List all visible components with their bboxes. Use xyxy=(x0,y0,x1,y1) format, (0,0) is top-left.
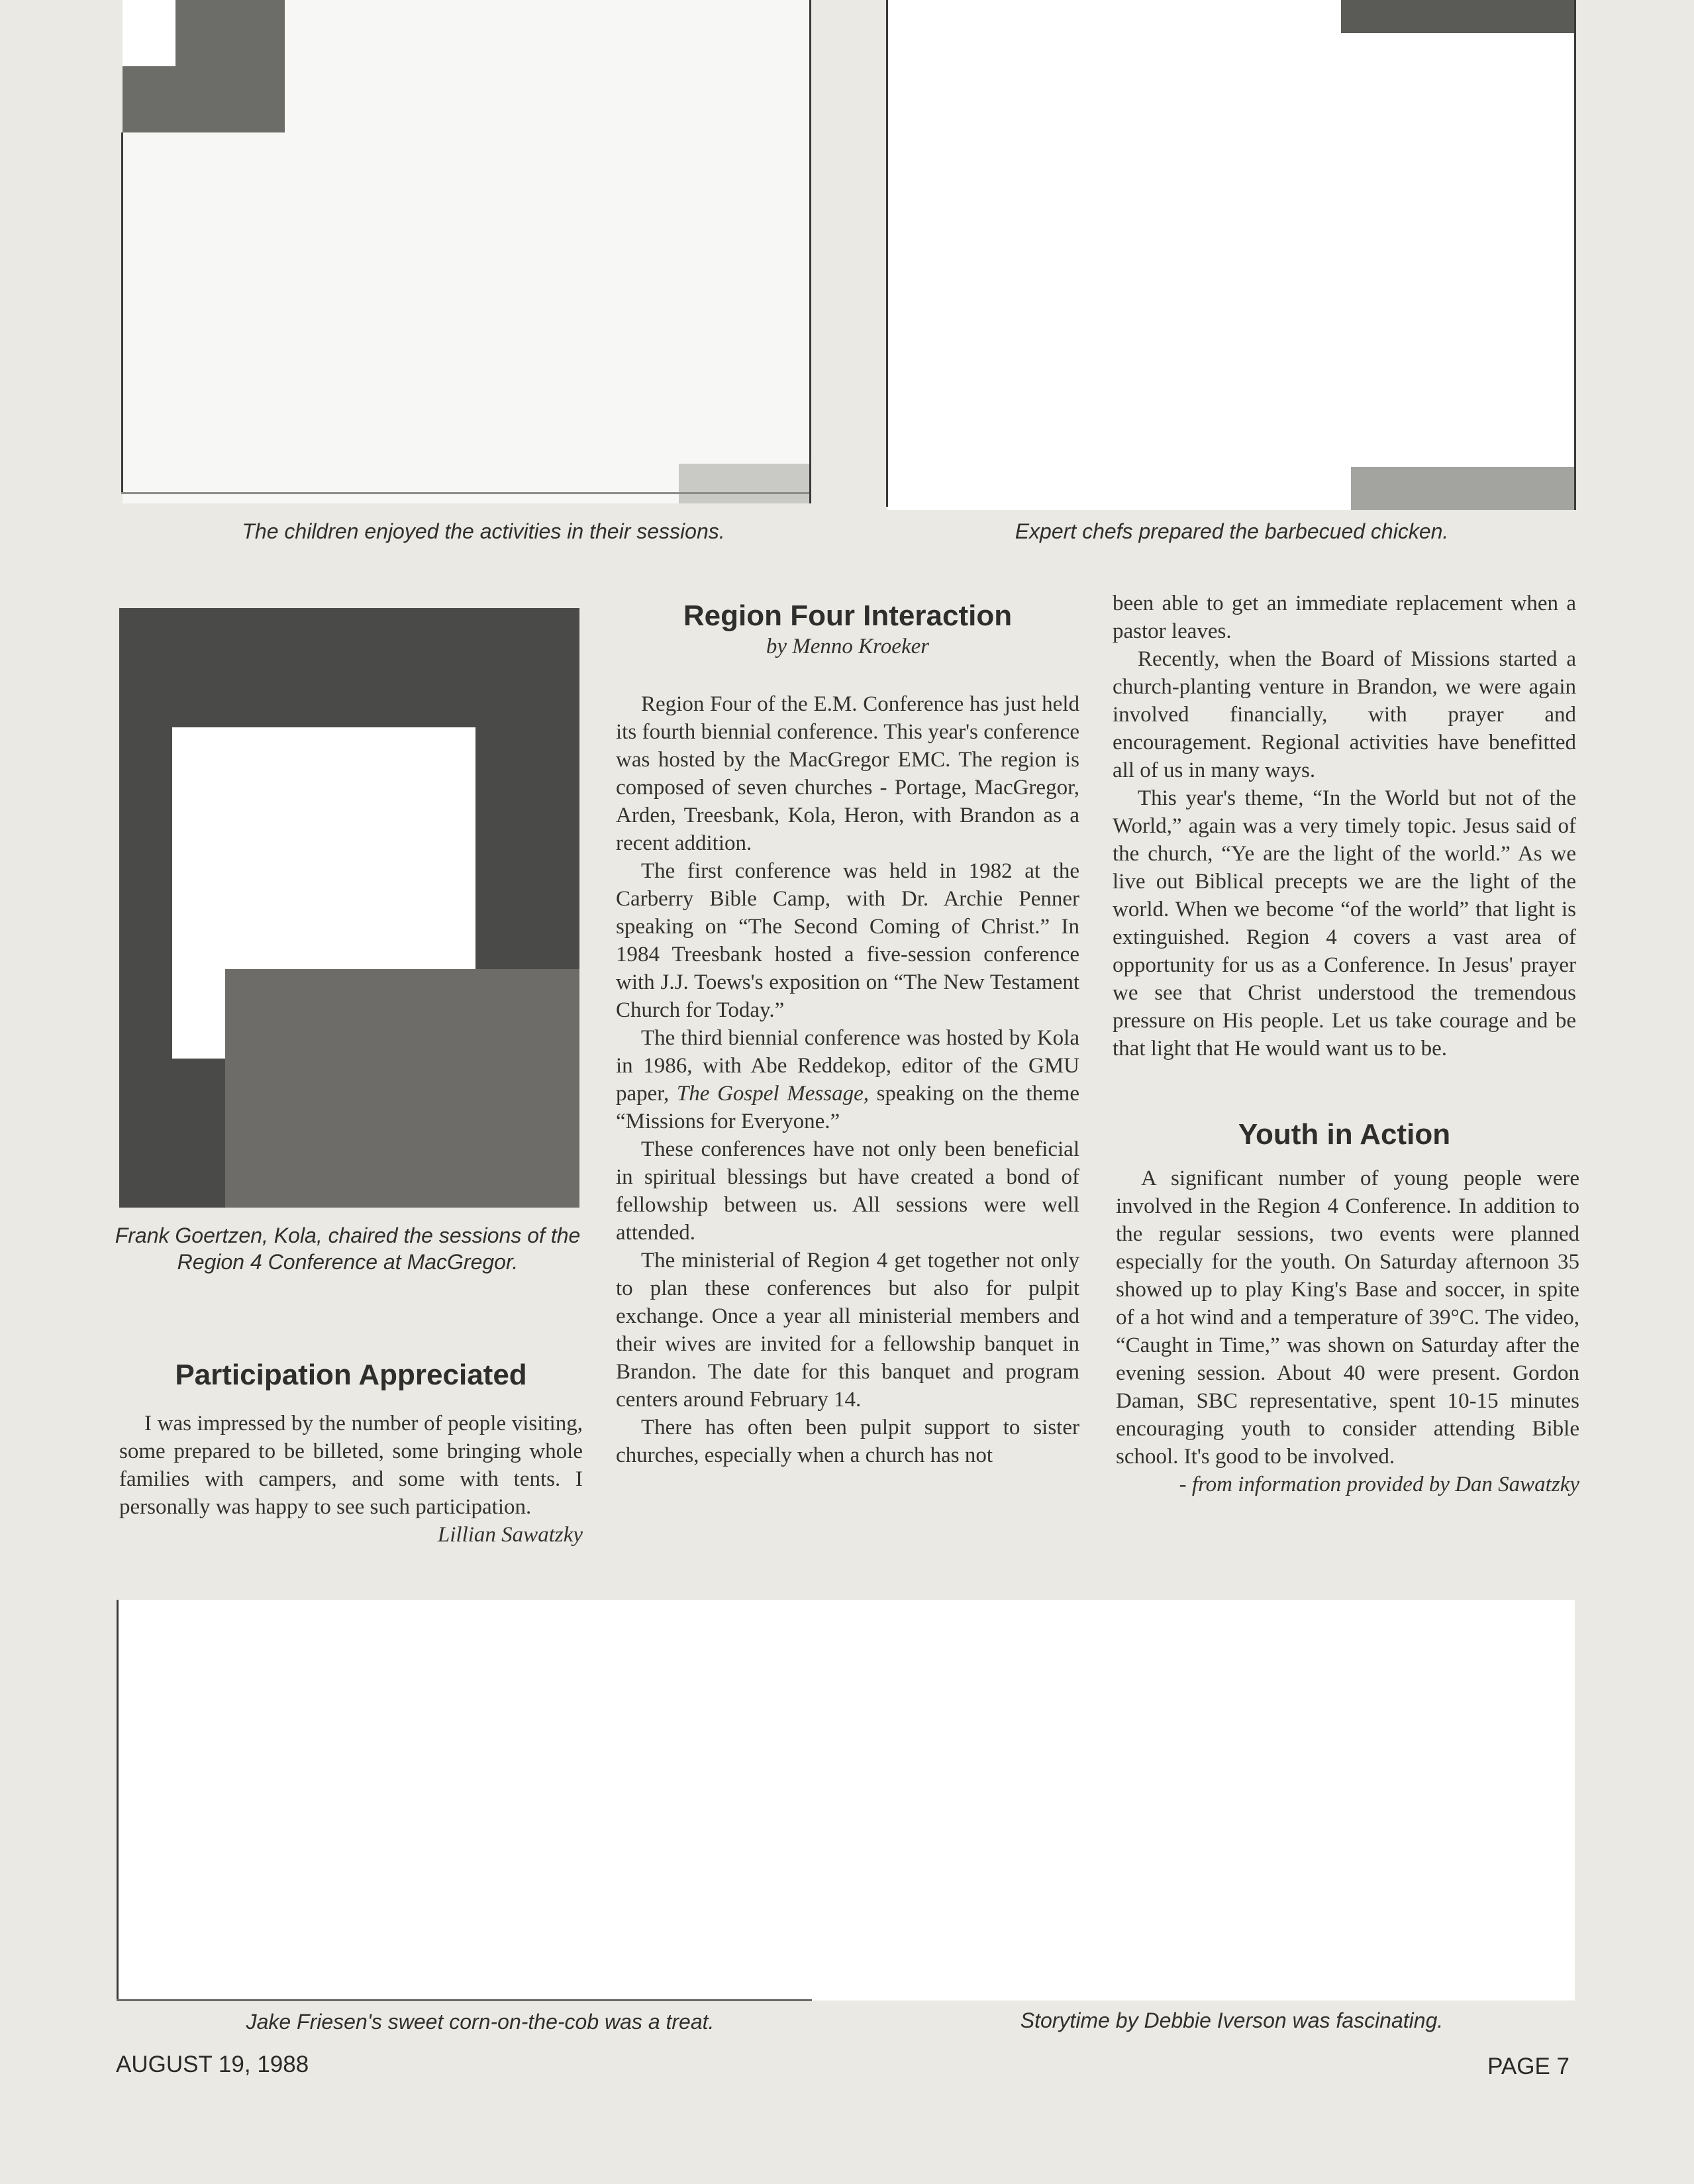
caption-frank-goertzen: Frank Goertzen, Kola, chaired the sessions of the Region 4 Conference at MacGregor. xyxy=(115,1223,581,1274)
photo-chefs-border-right xyxy=(1574,0,1576,510)
page-number: PAGE 7 xyxy=(1487,2054,1569,2079)
photo-children-fragment-corner xyxy=(123,0,175,66)
photo-chefs-fragment-top xyxy=(1341,0,1576,33)
photo-frank-goertzen-podium xyxy=(225,969,579,1208)
caption-jake-friesen: Jake Friesen's sweet corn-on-the-cob was a treat. xyxy=(246,2010,715,2034)
region-paragraph-1: Region Four of the E.M. Conference has just held its fourth biennial conference. This year's conference was hosted by the MacGregor EMC. The region is composed of seven churches - Portage, MacGregor, Arden, Treesbank, Kola, Heron, with Brandon as a recent addition. xyxy=(616,692,1079,855)
photo-frank-goertzen xyxy=(119,608,579,1208)
region-paragraph-5: The ministerial of Region 4 get together not only to plan these conferences but also for pulpit exchange. Once a year all ministerial members and their wives are invited for a fellowship banquet in Brandon. The date for this banquet and program centers around February 14. xyxy=(616,1249,1079,1412)
gospel-message-title: The Gospel Message, xyxy=(676,1082,869,1106)
photo-children xyxy=(123,0,811,503)
participation-column xyxy=(119,1410,583,1549)
photo-chefs-border-left xyxy=(886,0,888,507)
region-paragraph-4: These conferences have not only been beneficial in spiritual blessings but have created a bond of fellowship between us. All sessions were well attended. xyxy=(616,1137,1079,1245)
caption-chefs: Expert chefs prepared the barbecued chicken. xyxy=(1015,519,1449,543)
photo-children-border-right xyxy=(809,0,811,503)
region-paragraph-3a: The third biennial conference was hosted by Kola in 1986, with Abe Reddekop, editor of the GMU paper, xyxy=(616,1026,1079,1106)
photo-corn-border-left xyxy=(117,1600,119,2001)
region-column-middle xyxy=(616,690,1079,1469)
photo-children-fragment-bottom xyxy=(679,464,811,503)
photo-chefs-fragment-bottom xyxy=(1351,467,1576,510)
youth-credit: - from information provided by Dan Sawatzky xyxy=(1179,1473,1579,1496)
region-title: Region Four Interaction xyxy=(683,599,1013,632)
youth-body: A significant number of young people were involved in the Region 4 Conference. In addition to the regular sessions, two events were planned especially for the youth. On Saturday afternoon 35 showed up to play King's Base and soccer, in spite of a hot wind and a temperature of 39°C. The video, “Caught in Time,” was shown on Saturday after the evening session. About 40 were present. Gordon Daman, SBC representative, spent 10-15 minutes encouraging youth to consider attending Bible school. It's good to be involved. xyxy=(1116,1167,1579,1469)
region-paragraph-7: been able to get an immediate replacement when a pastor leaves. xyxy=(1113,592,1576,643)
region-paragraph-9: This year's theme, “In the World but not of the World,” again was a very timely topic. Jesus said of the church, “Ye are the light of the world.” As we live out Biblical precepts we are the light of the world. When we become “of the world” that light is extinguished. Region 4 covers a vast area of opportunity for us as a Conference. In Jesus' prayer we see that Christ understood the tremendous pressure on His people. Let us take courage and be that light that He would want us to be. xyxy=(1113,786,1576,1061)
caption-storytime: Storytime by Debbie Iverson was fascinating. xyxy=(1020,2008,1444,2032)
region-paragraph-3 xyxy=(616,1024,1079,1135)
youth-title: Youth in Action xyxy=(1238,1118,1451,1151)
region-paragraph-3b: speaking on the theme “Missions for Everyone.” xyxy=(616,1082,1079,1133)
region-paragraph-8: Recently, when the Board of Missions started a church-planting venture in Brandon, we were again involved financially, with prayer and encouragement. Regional activities have benefitted all of us in many ways. xyxy=(1113,647,1576,782)
caption-children: The children enjoyed the activities in their sessions. xyxy=(242,519,725,543)
photo-corn-border-bottom xyxy=(117,1999,812,2001)
photo-children-border-left xyxy=(121,132,123,494)
region-paragraph-6: There has often been pulpit support to sister churches, especially when a church has not xyxy=(616,1416,1079,1467)
participation-title: Participation Appreciated xyxy=(175,1359,527,1391)
region-column-right xyxy=(1113,590,1576,1063)
photo-corn-and-storytime xyxy=(118,1600,1575,2001)
issue-date: AUGUST 19, 1988 xyxy=(116,2052,309,2077)
participation-body: I was impressed by the number of people visiting, some prepared to be billeted, some bringing whole families with campers, and some with tents. I personally was happy to see such participation. xyxy=(119,1412,583,1519)
youth-column xyxy=(1116,1165,1579,1498)
photo-chefs xyxy=(887,0,1576,510)
region-paragraph-2: The first conference was held in 1982 at the Carberry Bible Camp, with Dr. Archie Penner speaking on “The Second Coming of Christ.” In 1984 Treesbank hosted a five-session conference with J.J. Toews's exposition on “The New Testament Church for Today.” xyxy=(616,859,1079,1022)
participation-author: Lillian Sawatzky xyxy=(437,1523,583,1547)
photo-children-border-bottom xyxy=(121,492,810,494)
region-byline: by Menno Kroeker xyxy=(766,635,930,658)
